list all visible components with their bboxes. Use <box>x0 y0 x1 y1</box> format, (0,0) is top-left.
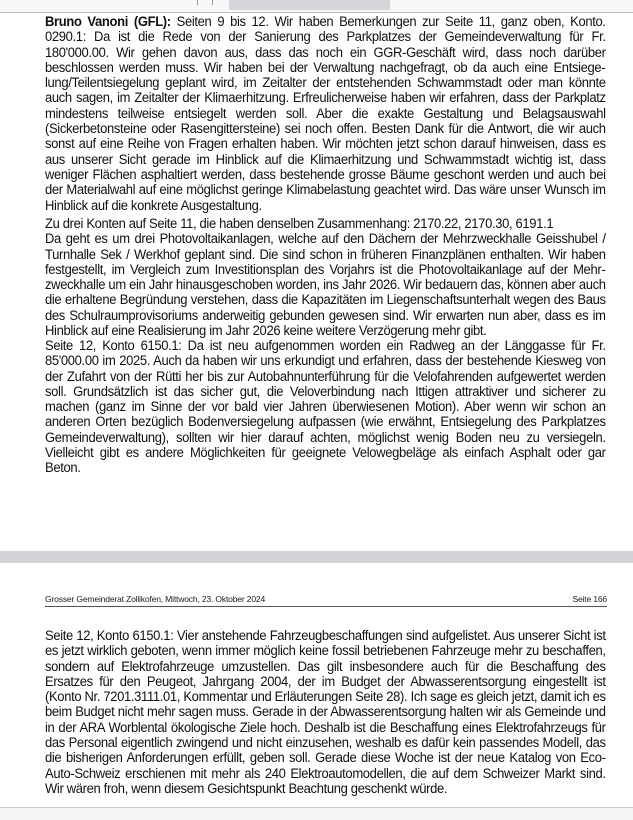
paragraph-first-line: Zu drei Konten auf Seite 11, die haben denselben Zusammenhang: 2170.22, 2170.30, 6191.1 <box>45 216 554 231</box>
viewer-bottom-bar <box>0 807 633 820</box>
speaker-name: Bruno Vanoni (GFL): <box>45 14 171 29</box>
document-page-1 <box>0 13 633 551</box>
document-page-2 <box>0 563 633 807</box>
page-number: Seite 166 <box>572 594 607 604</box>
paragraph-fahrzeugbeschaffungen <box>45 628 606 796</box>
paragraph-text: Seiten 9 bis 12. Wir haben Bemerkungen zur Seite 11, ganz oben, Konto. 0290.1: Da ist die Rede von der Sanierung des Parkplatzes der Gemeindeverwaltung für Fr. 180'000.00. Wir gehen davon aus, dass das noch ein GGR-Geschäft wird, dass noch darüber beschlossen werden muss. Wir haben bei der Verwaltung nachgefragt, ob da auch eine Entsiegelung/Teilentsiegelung geplant wird, im Zeitalter der entstehenden Schwammstadt oder man könnte auch sagen, im Zeitalter der Klimaerhitzung. Erfreulicherweise haben wir erfahren, dass der Parkplatz mindestens teilweise entsiegelt werden soll. Aber die exakte Gestaltung und Belagsauswahl (Sickerbetonsteine oder Rasengittersteine) sei noch offen. Besten Dank für die Antwort, die wir auch sonst auf eine Reihe von Fragen erhalten haben. Wir möchten jetzt schon darauf hinweisen, dass es aus unserer Sicht gerade im Hinblick auf die Klimaerhitzung und Schwammstadt wichtig ist, dass weniger Flächen asphaltiert werden, dass bestehende grosse Bäume geschont werden und auch bei der Materialwahl auf eine möglichst geringe Klimabelastung geachtet wird. Das wäre unser Wunsch im Hinblick auf die konkrete Ausgestaltung. <box>45 14 606 213</box>
paragraph-text: Da geht es um drei Photovoltaikanlagen, welche auf den Dächern der Mehrzweckhalle Geisshubel / Turnhalle Sek / Werkhof geplant sind. Die sind schon in früheren Finanzplänen enthalten. Wir haben festgestellt, im Vergleich zum Investitionsplan des Vorjahrs ist die Photovoltaikanlage auf der Mehrzweckhalle um ein Jahr hinausgeschoben worden, ins Jahr 2026. Wir bedauern das, können aber auch die erhaltene Begründung verstehen, dass die Kapazitäten im Liegenschaftsunterhalt wegen des Baus des Schulraumprovisoriums anderweitig gebunden gewesen sind. Wir erwarten nun aber, dass es im Hinblick auf eine Realisierung im Jahr 2026 keine weitere Verzögerung mehr gibt. <box>45 231 606 339</box>
paragraph-text: Seite 12, Konto 6150.1: Da ist neu aufgenommen worden ein Radweg an der Länggasse für Fr. 85'000.00 im 2025. Auch da haben wir uns erkundigt und erfahren, dass der bestehende Kiesweg von der Zufahrt von der Rütti her bis zur Autobahnunterführung für die Velofahrenden aufgewertet werden soll. Grundsätzlich ist das sicher gut, die Veloverbindung nach Ittigen attraktiver und sicherer zu machen (ganz im Sinne der vor bald vier Jahren überwiesenen Motion). Aber wenn wir schon an anderen Orten bezüglich Bodenversiegelung aufpassen (wie erwähnt, Entsiegelung des Parkplatzes Gemeindeverwaltung), sollten wir hier darauf achten, möglichst wenig Boden neu zu versiegeln. Vielleicht gibt es andere Möglichkeiten für geeignete Velowegbeläge als einfach Asphalt oder gar Beton. <box>45 338 606 476</box>
horizontal-scrollbar-thumb[interactable] <box>229 0 390 10</box>
paragraph-radweg <box>45 338 606 476</box>
paragraph-vanoni-parkplatz <box>45 14 606 213</box>
ruler-tick <box>212 0 213 5</box>
paragraph-photovoltaik <box>45 216 606 338</box>
paragraph-text: Seite 12, Konto 6150.1: Vier anstehende Fahrzeugbeschaffungen sind aufgelistet. Aus unserer Sicht ist es jetzt wirklich geboten, wenn immer möglich keine fossil betriebenen Fahrzeuge mehr zu beschaffen, sondern auf Elektrofahrzeuge umzustellen. Das gilt insbesondere auch für die Beschaffung des Ersatzes für den Peugeot, Jahrgang 2004, der im Budget der Abwasserentsorgung eingestellt ist (Konto Nr. 7201.3111.01, Kommentar und Erläuterungen Seite 28). Ich sage es gleich jetzt, damit ich es beim Budget nicht mehr sagen muss. Gerade in der Abwasserentsorgung halten wir als Gemeinde und in der ARA Worblental ökologische Ziele hoch. Deshalb ist die Beschaffung eines Elektrofahrzeugs für das Personal eigentlich zwingend und nicht einzusehen, weshalb es dafür kein passendes Modell, das die bisherigen Anforderungen erfüllt, geben soll. Gerade diese Woche ist der neue Katalog von Eco-Auto-Schweiz erschienen mit mehr als 240 Elektroautomodellen, die auf dem Schweizer Markt sind. Wir wären froh, wenn diesem Gesichtspunkt Beachtung geschenkt würde. <box>45 628 606 796</box>
page-header-title: Grosser Gemeinderat Zollikofen, Mittwoch, 23. Oktober 2024 <box>45 594 266 604</box>
viewer-top-bar <box>0 0 633 13</box>
page-separator <box>0 551 633 563</box>
ruler-tick <box>197 0 198 5</box>
page-header <box>45 593 607 607</box>
